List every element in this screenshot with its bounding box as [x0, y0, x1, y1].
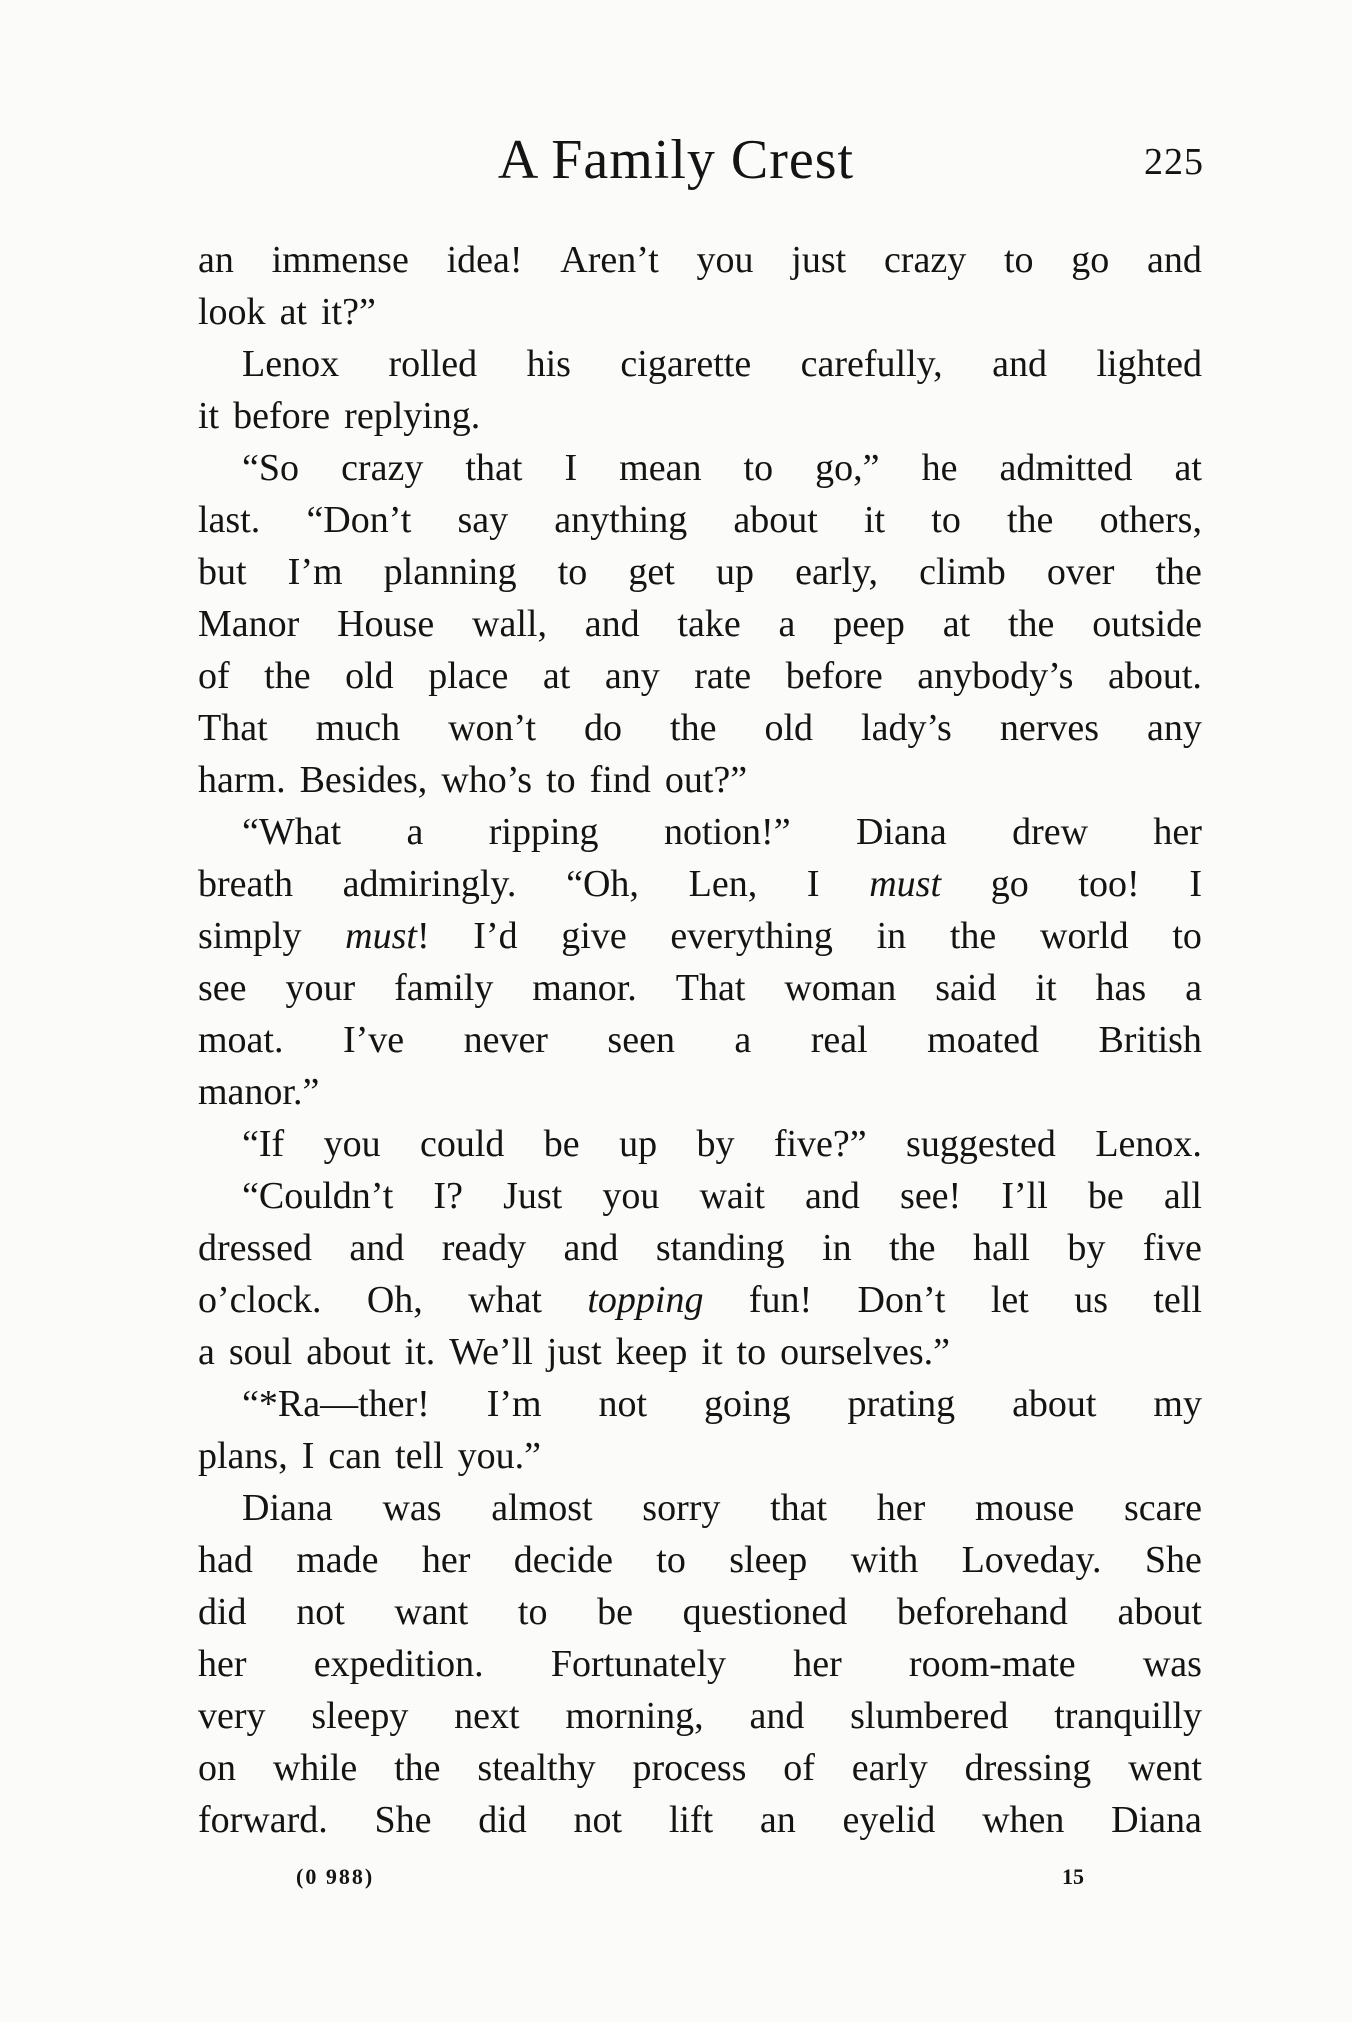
text-line [198, 858, 1202, 910]
word: could [419, 1123, 505, 1165]
word: much [315, 707, 401, 749]
text-line [198, 1742, 1202, 1794]
word: That [198, 707, 268, 749]
word: dressed [198, 1227, 312, 1269]
word: about [1117, 1591, 1202, 1633]
word: wait [699, 1175, 765, 1217]
word: in [822, 1227, 852, 1269]
word: before [785, 655, 883, 697]
word: woman [784, 967, 897, 1009]
word: before [233, 395, 331, 437]
word: you [696, 239, 754, 281]
word: to [557, 551, 588, 593]
word: “So [242, 447, 299, 489]
word: real [810, 1019, 868, 1061]
word: tell [1153, 1279, 1202, 1321]
word: place [428, 655, 509, 697]
word: a [1185, 967, 1202, 1009]
word: very [198, 1695, 266, 1737]
word: to [931, 499, 961, 541]
word: you.” [457, 1435, 542, 1477]
word: anybody’s [917, 655, 1074, 697]
word: to [736, 1331, 767, 1373]
word: sleep [729, 1539, 808, 1581]
word: I [1189, 863, 1202, 905]
word: anything [554, 499, 688, 541]
word: and [349, 1227, 405, 1269]
word: my [1153, 1383, 1202, 1425]
word: go [990, 863, 1029, 905]
text-line [198, 650, 1202, 702]
word: everything [670, 915, 833, 957]
word: go [1071, 239, 1110, 281]
word: Aren’t [560, 239, 659, 281]
word: seen [607, 1019, 675, 1061]
word: on [198, 1747, 236, 1789]
word: plans, [198, 1435, 288, 1477]
word: suggested [906, 1123, 1056, 1165]
word: too! [1078, 863, 1140, 905]
word: dressing [964, 1747, 1092, 1789]
text-line [198, 1170, 1202, 1222]
word: idea! [446, 239, 523, 281]
word: that [770, 1487, 828, 1529]
word: with [850, 1539, 919, 1581]
word: manor.” [198, 1071, 320, 1113]
word: to [517, 1591, 548, 1633]
word: standing [655, 1227, 785, 1269]
word: climb [919, 551, 1006, 593]
word: about [733, 499, 818, 541]
word: fun! [748, 1279, 813, 1321]
word: “What [242, 811, 342, 853]
word: ripping [488, 811, 599, 853]
word: her [876, 1487, 926, 1529]
word: let [990, 1279, 1029, 1321]
text-line [198, 754, 1202, 806]
word: I’m [486, 1383, 542, 1425]
word: his [526, 343, 571, 385]
word: “Couldn’t [242, 1175, 394, 1217]
word: a [734, 1019, 752, 1061]
word: questioned [682, 1591, 848, 1633]
text-line [198, 1534, 1202, 1586]
word: room-mate [908, 1643, 1076, 1685]
word: went [1128, 1747, 1202, 1789]
word: I [301, 1435, 315, 1477]
word: the [1155, 551, 1202, 593]
word: “If [242, 1123, 285, 1165]
word: an [759, 1799, 796, 1841]
word: eyelid [842, 1799, 936, 1841]
word: I [806, 863, 820, 905]
word: it [1035, 967, 1057, 1009]
word: I’ve [342, 1019, 405, 1061]
word: what [468, 1279, 542, 1321]
word: stealthy [477, 1747, 596, 1789]
word: any [1147, 707, 1202, 749]
word: while [272, 1747, 358, 1789]
word: look [198, 291, 266, 333]
text-line [198, 1014, 1202, 1066]
word: That [675, 967, 746, 1009]
word: must [869, 863, 942, 905]
word: ready [441, 1227, 527, 1269]
word: up [619, 1123, 658, 1165]
word: and [992, 343, 1047, 385]
word: immense [271, 239, 409, 281]
word: an [198, 239, 234, 281]
word: a [406, 811, 424, 853]
word: was [1142, 1643, 1202, 1685]
text-line [198, 286, 1202, 338]
signature-number: 15 [1062, 1864, 1084, 1889]
text-line [198, 1586, 1202, 1638]
word: your [285, 967, 356, 1009]
word: her [1153, 811, 1202, 853]
word: Just [503, 1175, 563, 1217]
word: had [198, 1539, 253, 1581]
word: do [584, 707, 623, 749]
text-line [198, 1222, 1202, 1274]
word: Don’t [857, 1279, 946, 1321]
word: see! [900, 1175, 962, 1217]
word: Len, [688, 863, 758, 905]
word: the [1006, 499, 1054, 541]
word: in [876, 915, 907, 957]
text-line [198, 1690, 1202, 1742]
word: mouse [975, 1487, 1075, 1529]
word: but [198, 551, 247, 593]
word: over [1046, 551, 1115, 593]
word: Loveday. [961, 1539, 1102, 1581]
page-number: 225 [1144, 141, 1204, 183]
word: at [279, 291, 307, 333]
word: about [1012, 1383, 1097, 1425]
word: to [1003, 239, 1034, 281]
word: wall, [472, 603, 547, 645]
word: prating [847, 1383, 956, 1425]
word: I? [433, 1175, 463, 1217]
running-title: A Family Crest [497, 129, 855, 191]
word: to [743, 447, 774, 489]
word: about. [1107, 655, 1202, 697]
word: harm. [198, 759, 286, 801]
word: last. [198, 499, 261, 541]
word: others, [1099, 499, 1202, 541]
text-line [198, 910, 1202, 962]
word: see [198, 967, 247, 1009]
word: and [1147, 239, 1202, 281]
word: at [542, 655, 571, 697]
word: of [198, 655, 230, 697]
word: just [546, 1331, 602, 1373]
word: Besides, [299, 759, 428, 801]
word: five [1142, 1227, 1202, 1269]
word: I’m [287, 551, 343, 593]
word: We’ll [449, 1331, 533, 1373]
word: world [1040, 915, 1129, 957]
word: outside [1092, 603, 1202, 645]
word: a [198, 1331, 215, 1373]
word: old [345, 655, 394, 697]
word: lift [668, 1799, 714, 1841]
word: be [597, 1591, 633, 1633]
word: moated [927, 1019, 1039, 1061]
word: take [677, 603, 741, 645]
text-line [198, 1430, 1202, 1482]
word: crazy [341, 447, 424, 489]
word: I’ll [1001, 1175, 1048, 1217]
word: ourselves.” [780, 1331, 950, 1373]
word: peep [833, 603, 905, 645]
word: of [783, 1747, 815, 1789]
word: Manor [198, 603, 300, 645]
word: a [778, 603, 796, 645]
word: British [1098, 1019, 1202, 1061]
word: crazy [883, 239, 967, 281]
word: the [394, 1747, 441, 1789]
word: I’d [473, 915, 518, 957]
word: sleepy [311, 1695, 409, 1737]
word: the [670, 707, 717, 749]
word: beforehand [896, 1591, 1068, 1633]
word: soul [228, 1331, 293, 1373]
word: “Don’t [306, 499, 412, 541]
word: say [457, 499, 509, 541]
printer-signature: (0 988) [296, 1864, 375, 1889]
word: early [851, 1747, 928, 1789]
text-line [198, 806, 1202, 858]
word: scare [1123, 1487, 1202, 1529]
word: it [198, 395, 220, 437]
word: did [478, 1799, 527, 1841]
word: up [715, 551, 754, 593]
text-line [198, 338, 1202, 390]
word: morning, [565, 1695, 704, 1737]
word: Lenox [242, 343, 340, 385]
word: process [632, 1747, 747, 1789]
word: and [749, 1695, 805, 1737]
word: not [598, 1383, 648, 1425]
word: find [589, 759, 651, 801]
text-line [198, 1482, 1202, 1534]
word: the [889, 1227, 936, 1269]
word: just [791, 239, 847, 281]
word: moat. [198, 1019, 284, 1061]
word: her [793, 1643, 842, 1685]
word: when [982, 1799, 1065, 1841]
word: Diana [242, 1487, 333, 1529]
word: old [764, 707, 814, 749]
word: by [1067, 1227, 1106, 1269]
word: any [604, 655, 660, 697]
text-line [198, 1794, 1202, 1846]
word: She [1144, 1539, 1202, 1581]
word: keep [615, 1331, 688, 1373]
word: get [628, 551, 675, 593]
word: breath [198, 863, 293, 905]
word: to [1172, 915, 1202, 957]
word: five?” [773, 1123, 867, 1165]
word: made [296, 1539, 379, 1581]
word: rolled [388, 343, 478, 385]
word: and [563, 1227, 619, 1269]
word: lady’s [861, 707, 952, 749]
word: Lenox. [1095, 1123, 1202, 1165]
word: go,” [815, 447, 880, 489]
word: expedition. [313, 1643, 484, 1685]
word: simply [198, 915, 302, 957]
word: She [374, 1799, 432, 1841]
text-line [198, 442, 1202, 494]
word: and [805, 1175, 860, 1217]
word: tell [395, 1435, 444, 1477]
word: was [382, 1487, 442, 1529]
word: it. [404, 1331, 436, 1373]
word: manor. [532, 967, 637, 1009]
word: I [564, 447, 578, 489]
text-line [198, 962, 1202, 1014]
word: it?” [321, 291, 376, 333]
word: you [602, 1175, 660, 1217]
word: her [421, 1539, 471, 1581]
word: not [296, 1591, 345, 1633]
word: Fortunately [550, 1643, 727, 1685]
word: to [656, 1539, 686, 1581]
word: not [573, 1799, 623, 1841]
word: at [942, 603, 971, 645]
word: Diana [855, 811, 947, 853]
word: that [465, 447, 523, 489]
word: drew [1012, 811, 1089, 853]
word: be [1087, 1175, 1124, 1217]
word: next [454, 1695, 520, 1737]
word: early, [795, 551, 879, 593]
word: topping [587, 1279, 704, 1321]
word: admitted [999, 447, 1133, 489]
text-line [198, 1378, 1202, 1430]
word: Oh, [366, 1279, 423, 1321]
word: out?” [664, 759, 748, 801]
word: cigarette [620, 343, 752, 385]
word: to [546, 759, 576, 801]
text-line [198, 598, 1202, 650]
text-line [198, 390, 1202, 442]
word: decide [513, 1539, 613, 1581]
word: about [306, 1331, 391, 1373]
word: has [1095, 967, 1147, 1009]
word: hall [972, 1227, 1030, 1269]
word: rate [694, 655, 752, 697]
word: family [394, 967, 494, 1009]
text-line [198, 234, 1202, 286]
text-line [198, 546, 1202, 598]
word: Diana [1111, 1799, 1202, 1841]
word: forward. [198, 1799, 328, 1841]
word: want [394, 1591, 469, 1633]
word: her [198, 1643, 247, 1685]
word: it [863, 499, 886, 541]
word: going [704, 1383, 791, 1425]
word: “Oh, [566, 863, 639, 905]
word: the [1007, 603, 1055, 645]
word: and [584, 603, 640, 645]
word: us [1074, 1279, 1108, 1321]
word: who’s [441, 759, 533, 801]
word: never [463, 1019, 548, 1061]
text-line [198, 702, 1202, 754]
word: did [198, 1591, 247, 1633]
word: nerves [999, 707, 1100, 749]
text-line [198, 1066, 1202, 1118]
word: sorry [642, 1487, 721, 1529]
body-text [198, 234, 1202, 1846]
word: replying. [344, 395, 481, 437]
word: “*Ra—ther! [242, 1383, 430, 1425]
text-line [198, 494, 1202, 546]
word: admiringly. [342, 863, 517, 905]
word: must! [345, 915, 430, 957]
word: almost [491, 1487, 593, 1529]
word: by [696, 1123, 735, 1165]
word: o’clock. [198, 1279, 322, 1321]
word: he [921, 447, 958, 489]
word: carefully, [800, 343, 943, 385]
word: give [561, 915, 627, 957]
word: slumbered [850, 1695, 1009, 1737]
word: said [935, 967, 997, 1009]
word: can [328, 1435, 382, 1477]
word: won’t [448, 707, 537, 749]
word: all [1163, 1175, 1202, 1217]
word: mean [619, 447, 702, 489]
word: the [949, 915, 997, 957]
word: House [337, 603, 435, 645]
text-line [198, 1638, 1202, 1690]
word: at [1174, 447, 1202, 489]
text-line [198, 1274, 1202, 1326]
text-line [198, 1326, 1202, 1378]
word: lighted [1096, 343, 1202, 385]
word: you [323, 1123, 381, 1165]
word: be [543, 1123, 580, 1165]
text-line [198, 1118, 1202, 1170]
word: notion!” [663, 811, 791, 853]
word: tranquilly [1054, 1695, 1202, 1737]
word: the [264, 655, 311, 697]
word: it [701, 1331, 723, 1373]
word: planning [383, 551, 517, 593]
